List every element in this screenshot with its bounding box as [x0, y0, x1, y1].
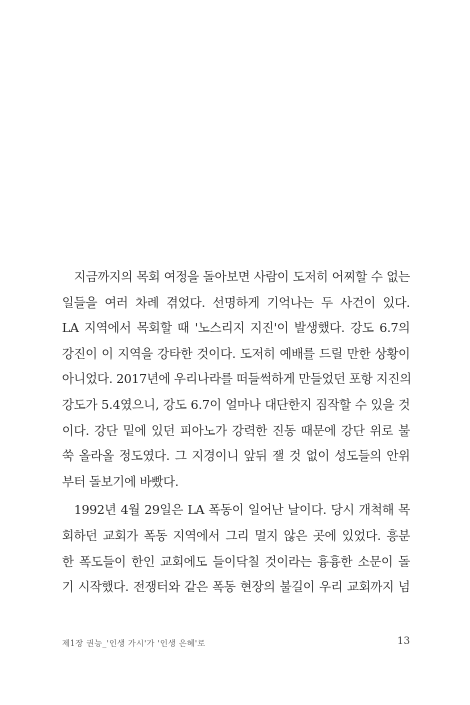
text-line: 기 시작했다. 전쟁터와 같은 폭동 현장의 불길이 우리 교회까지 넘 [62, 579, 410, 595]
text-line: LA 지역에서 목회할 때 '노스리지 지진'이 발생했다. 강도 6.7의 [62, 320, 410, 336]
text-line: 아니었다. 2017년에 우리나라를 떠들썩하게 만들었던 포항 지진의 [62, 371, 412, 387]
text-line: 일들을 여러 차례 겪었다. 선명하게 기억나는 두 사건이 있다. [62, 294, 410, 310]
text-line: 강도가 5.4였으니, 강도 6.7이 얼마나 대단한지 짐작할 수 있을 것 [62, 396, 410, 412]
text-line: 강진이 이 지역을 강타한 것이다. 도저히 예배를 드릴 만한 상황이 [62, 345, 410, 361]
text-line: 이다. 강단 밑에 있던 피아노가 강력한 진동 때문에 강단 위로 불 [62, 422, 410, 438]
paragraph-2 [62, 497, 410, 599]
page-number: 13 [397, 636, 410, 647]
text-line: 쑥 올라올 정도였다. 그 지경이니 앞뒤 잴 것 없이 성도들의 안위 [62, 448, 410, 464]
running-title: 제1장 권능_'인생 가시'가 '인생 은혜'로 [62, 639, 206, 648]
body-text [62, 264, 410, 603]
paragraph-1 [62, 264, 410, 494]
text-line: 한 폭도들이 한인 교회에도 들이닥칠 것이라는 흉흉한 소문이 돌 [62, 553, 410, 569]
text-line: 지금까지의 목회 여정을 돌아보면 사람이 도저히 어찌할 수 없는 [74, 269, 410, 284]
text-line: 부터 돌보기에 바빴다. [62, 473, 179, 489]
text-line: 1992년 4월 29일은 LA 폭동이 일어난 날이다. 당시 개척해 목 [74, 502, 410, 518]
text-line: 회하던 교회가 폭동 지역에서 그리 멀지 않은 곳에 있었다. 흥분 [62, 527, 410, 543]
